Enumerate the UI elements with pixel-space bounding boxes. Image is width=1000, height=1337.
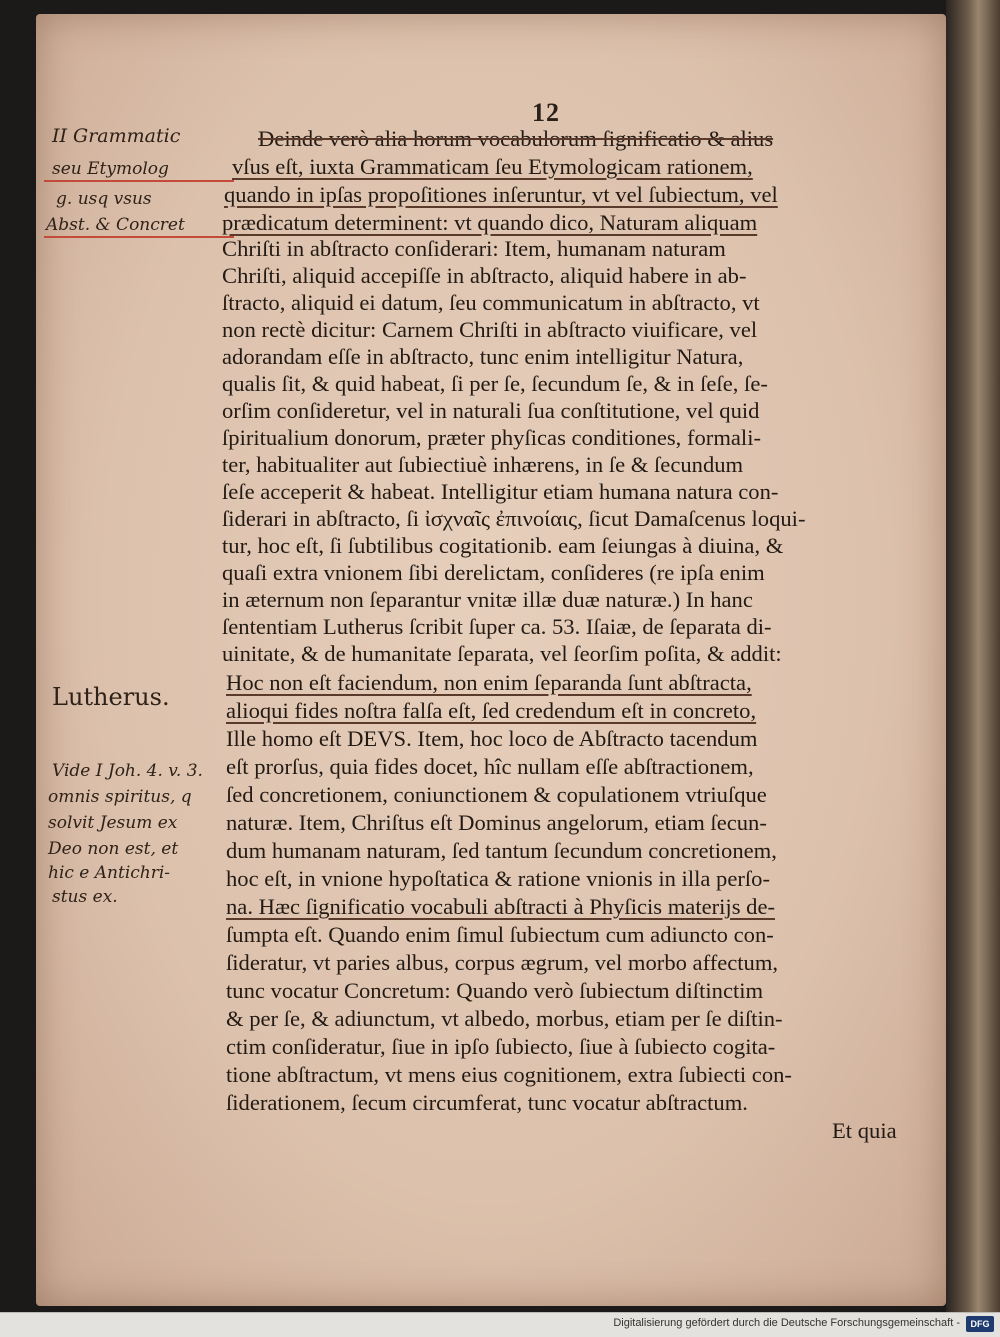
margin-note-vide-6: stus ex. <box>52 887 118 907</box>
text-line: ſed concretionem, coniunctionem & copulationem vtriuſque <box>226 782 767 807</box>
text-line: ſiderari in abſtracto, ſi ἰσχναῖς ἐπινοίαις, ſicut Damaſcenus loqui- <box>222 506 806 531</box>
text-line: Ille homo eſt DEVS. Item, hoc loco de Abſtracto tacendum <box>226 726 758 751</box>
text-line: Chriſti, aliquid accepiſſe in abſtracto, aliquid habere in ab- <box>222 263 747 288</box>
text-line: adorandam eſſe in abſtracto, tunc enim intelligitur Natura, <box>222 344 744 369</box>
dfg-logo: DFG <box>966 1316 994 1332</box>
margin-note-vide-4: Deo non est, et <box>48 839 179 859</box>
text-line: eſt prorſus, quia fides docet, hîc nullam eſſe abſtractionem, <box>226 754 754 779</box>
text-line: tur, hoc eſt, ſi ſubtilibus cogitationib. eam ſeiungas à diuina, & <box>222 533 784 558</box>
margin-note-grammatica-3: g. usq vsus <box>56 189 152 209</box>
text-line: ter, habitualiter aut ſubiectiuè inhærens, in ſe & ſecundum <box>222 452 744 477</box>
margin-note-vide-1: Vide I Joh. 4. v. 3. <box>52 761 203 781</box>
text-line: ſideratur, vt paries albus, corpus ægrum, vel morbo affectum, <box>226 950 779 975</box>
text-line: naturæ. Item, Chriſtus eſt Dominus angelorum, etiam ſecun- <box>226 810 767 835</box>
text-line: dum humanam naturam, ſed tantum ſecundum concretionem, <box>226 838 777 863</box>
text-line: tione abſtractum, vt mens eius cognitionem, extra ſubiecti con- <box>226 1062 792 1087</box>
text-line: ſiderationem, ſecum circumferat, tunc vocatur abſtractum. <box>226 1090 748 1115</box>
text-line: ſeſe acceperit & habeat. Intelligitur etiam humana natura con- <box>222 479 779 504</box>
margin-note-lutherus: Lutherus. <box>52 683 170 711</box>
text-line: hoc eſt, in vnione hypoſtatica & ratione vnionis in illa perſo- <box>226 866 771 891</box>
footer-credit: Digitalisierung gefördert durch die Deutsche Forschungsgemeinschaft - <box>613 1317 960 1329</box>
text-line: & per ſe, & adiunctum, vt albedo, morbus, etiam per ſe diſtin- <box>226 1006 783 1031</box>
text-line: in æternum non ſeparantur vnitæ illæ duæ naturæ.) In hanc <box>222 587 753 612</box>
margin-note-grammatica-4: Abst. & Concret <box>46 215 185 235</box>
text-line: ſpiritualium donorum, præter phyſicas conditiones, formali- <box>222 425 762 450</box>
margin-note-vide-3: solvit Jesum ex <box>48 813 178 833</box>
text-line: tunc vocatur Concretum: Quando verò ſubiectum diſtinctim <box>226 978 764 1003</box>
text-line: non rectè dicitur: Carnem Chriſti in abſtracto viuificare, vel <box>222 317 758 342</box>
text-line: alioqui fides noſtra falſa eſt, ſed credendum eſt in concreto, <box>226 698 757 723</box>
text-line: quaſi extra vnionem ſibi derelictam, conſideres (re ipſa enim <box>222 560 765 585</box>
catchword: Et quia <box>832 1118 897 1143</box>
text-line: vſus eſt, iuxta Grammaticam ſeu Etymologicam rationem, <box>232 154 753 179</box>
text-line: Hoc non eſt faciendum, non enim ſeparanda ſunt abſtracta, <box>226 670 752 695</box>
text-line: Deinde verò alia horum vocabulorum ſignificatio & alius <box>258 126 774 151</box>
text-line: na. Hæc ſignificatio vocabuli abſtracti à Phyſicis materijs de- <box>226 894 775 919</box>
text-line: quando in ipſas propoſitiones inſeruntur, vt vel ſubiectum, vel <box>224 182 778 207</box>
margin-note-grammatica-2: seu Etymolog <box>52 159 169 179</box>
page-number: 12 <box>532 98 560 127</box>
text-line: qualis ſit, & quid habeat, ſi per ſe, ſecundum ſe, & in ſeſe, ſe- <box>222 371 768 396</box>
text-line: ſumpta eſt. Quando enim ſimul ſubiectum cum adiuncto con- <box>226 922 774 947</box>
text-line: ſtracto, aliquid ei datum, ſeu communicatum in abſtracto, vt <box>222 290 760 315</box>
text-line: prædicatum determinent: vt quando dico, Naturam aliquam <box>222 210 758 235</box>
text-line: uinitate, & de humanitate ſeparata, vel ſeorſim poſita, & addit: <box>222 641 782 666</box>
margin-note-grammatica-1: II Grammatic <box>52 125 181 147</box>
margin-note-vide-2: omnis spiritus, q <box>48 787 192 807</box>
text-line: Chriſti in abſtracto conſiderari: Item, humanam naturam <box>222 236 726 261</box>
text-line: ſententiam Lutherus ſcribit ſuper ca. 53. Iſaiæ, de ſeparata di- <box>222 614 772 639</box>
text-line: orſim conſideretur, vel in naturali ſua conſtitutione, vel quid <box>222 398 760 423</box>
text-line: ctim conſideratur, ſiue in ipſo ſubiecto, ſiue à ſubiecto cogita- <box>226 1034 776 1059</box>
footer-bar <box>0 1312 1000 1337</box>
margin-note-vide-5: hic e Antichri- <box>48 863 171 883</box>
